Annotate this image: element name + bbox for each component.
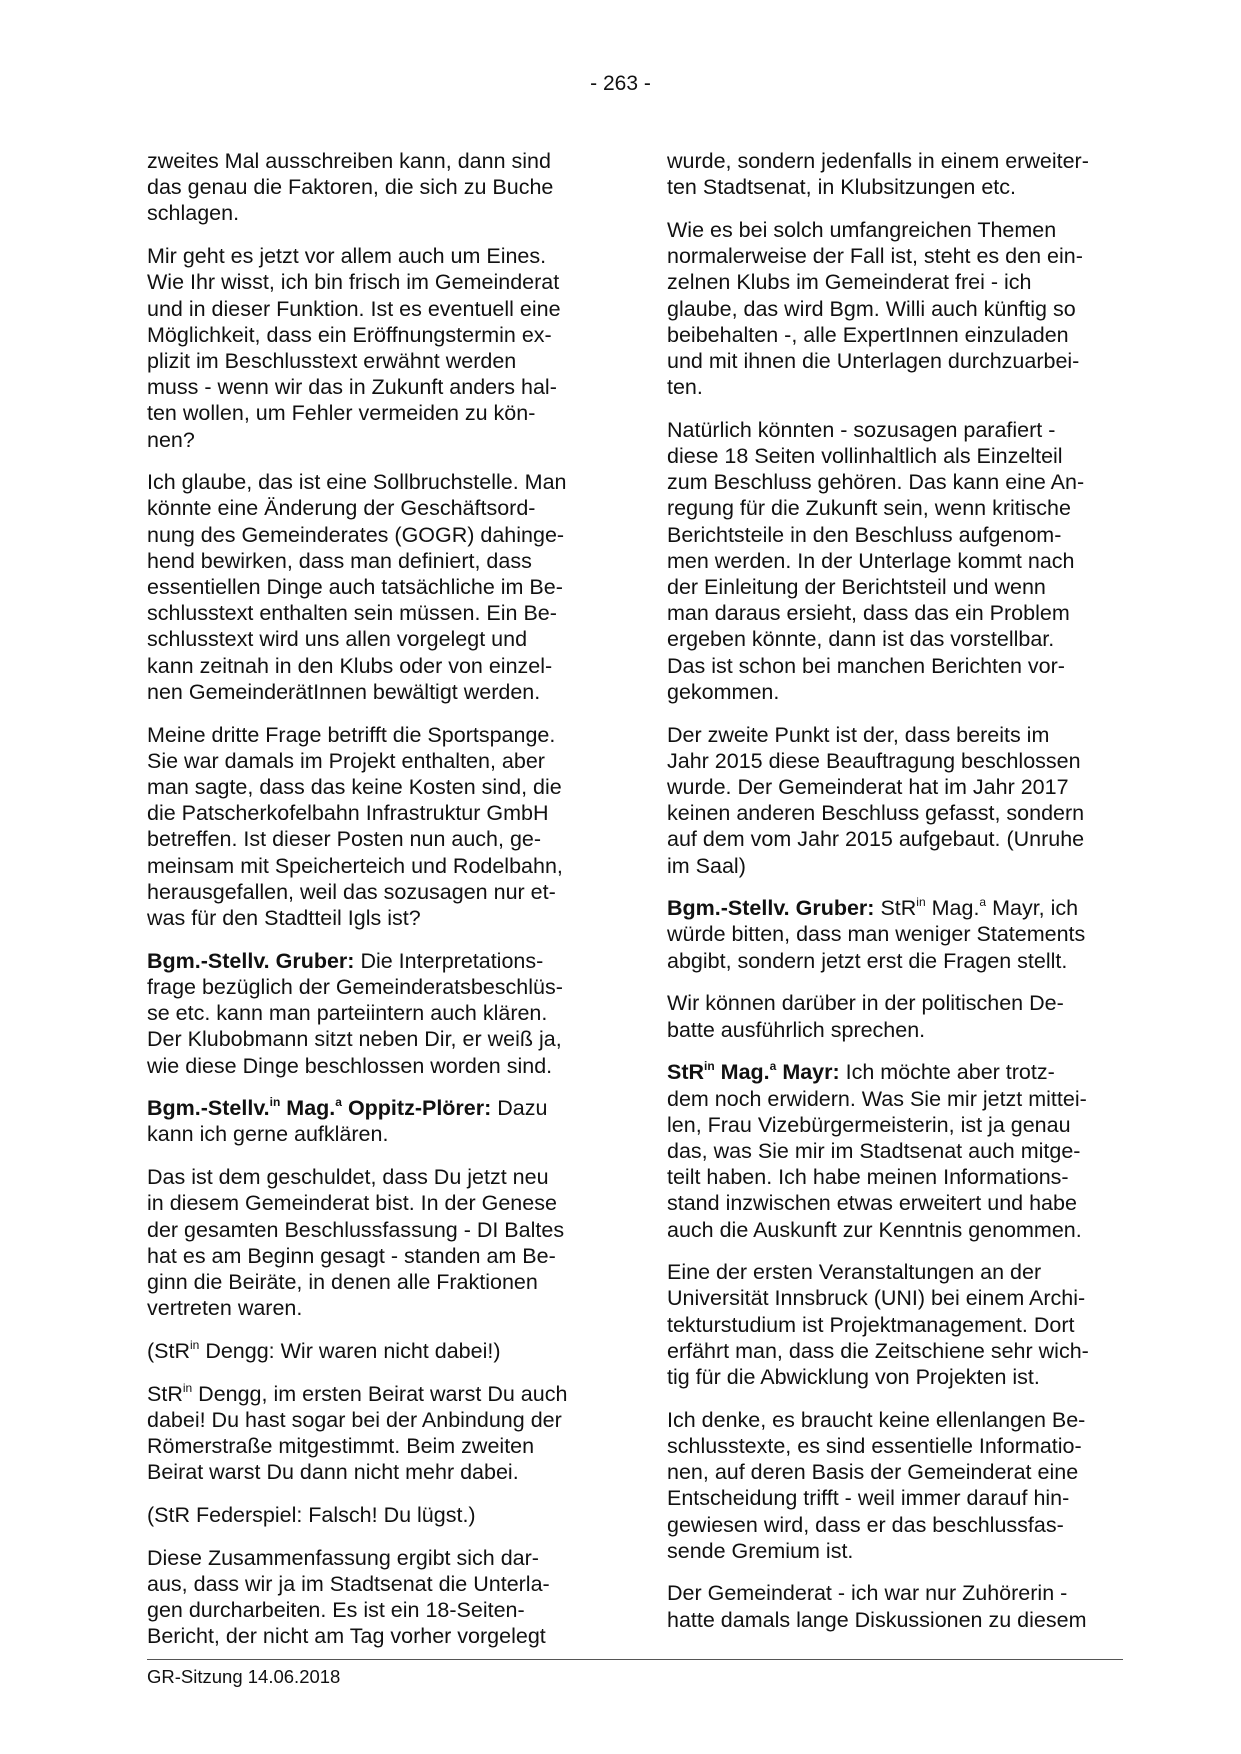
- speaker-name: Bgm.-Stellv.$^{in}$ Mag.$^a$ Oppitz-Plörer:: [147, 1095, 492, 1121]
- paragraph: Mir geht es jetzt vor allem auch um Eines. Wie Ihr wisst, ich bin frisch im Gemeinderat und in dieser Funktion. Ist es eventuell eine Möglichkeit, dass ein Eröffnungstermin ex- plizit im Beschlusstext erwähnt werden muss - wenn wir das in Zukunft anders hal- ten wollen, um Fehler vermeiden zu kön- nen?: [147, 244, 561, 452]
- paragraph: Der Gemeinderat - ich war nur Zuhörerin - hatte damals lange Diskussionen zu diesem: [667, 1581, 1087, 1632]
- paragraph: Eine der ersten Veranstaltungen an der Universität Innsbruck (UNI) bei einem Archi- tekturstudium ist Projektmanagement. Dort erfährt man, dass die Zeitschiene sehr wich- tig für die Abwicklung von Projekten ist.: [667, 1260, 1089, 1390]
- speech-text: Ich möchte aber trotz- dem noch erwidern. Was Sie mir jetzt mittei- len, Frau Vizebürgermeisterin, ist ja genau das, was Sie mir im Stadtsenat auch mitge- teilt haben. Ich habe meinen Informations- stand inzwischen etwas erweitert und habe auch die Auskunft zur Kenntnis genommen.: [667, 1060, 1087, 1242]
- paragraph: wurde, sondern jedenfalls in einem erweiter- ten Stadtsenat, in Klubsitzungen etc.: [667, 149, 1089, 200]
- interjection: (StR Federspiel: Falsch! Du lügst.): [147, 1502, 476, 1527]
- speech-paragraph: [667, 1059, 1112, 1242]
- footer-divider: [147, 1659, 1123, 1660]
- paragraph: Natürlich könnten - sozusagen parafiert - diese 18 Seiten vollinhaltlich als Einzelteil zum Beschluss gehören. Das kann eine An- regung für die Zukunft sein, wenn kritische Berichtsteile in den Beschluss aufgenom- men werden. In der Unterlage kommt nach der Einleitung der Berichtsteil und wenn man daraus ersieht, dass das ein Problem ergeben könnte, dann ist das vorstellbar. Das ist schon bei manchen Berichten vor- gekommen.: [667, 417, 1085, 704]
- paragraph: Meine dritte Frage betrifft die Sportspange. Sie war damals im Projekt enthalten, aber man sagte, dass das keine Kosten sind, die die Patscherkofelbahn Infrastruktur GmbH betreffen. Ist dieser Posten nun auch, ge- meinsam mit Speicherteich und Rodelbahn, herausgefallen, weil das sozusagen nur et- was für den Stadtteil Igls ist?: [147, 722, 563, 930]
- speaker-name: StR$^{in}$ Mag.$^a$ Mayr:: [667, 1059, 840, 1085]
- paragraph: Wir können darüber in der politischen De- batte ausführlich sprechen.: [667, 991, 1064, 1042]
- right-column: [667, 148, 1112, 1633]
- speech-text: StR$^{in}$ Mag.$^a$ Mayr, ich würde bitten, dass man weniger Statements abgibt, sondern jetzt erst die Fragen stellt.: [667, 895, 1086, 973]
- page-number: - 263 -: [590, 72, 651, 95]
- paragraph: Diese Zusammenfassung ergibt sich dar- aus, dass wir ja im Stadtsenat die Unterla- gen durcharbeiten. Es ist ein 18-Seiten- Bericht, der nicht am Tag vorher vorgelegt: [147, 1545, 550, 1649]
- speech-paragraph: [667, 895, 1112, 974]
- paragraph: Ich glaube, das ist eine Sollbruchstelle. Man könnte eine Änderung der Geschäftsord- nung des Gemeinderates (GOGR) dahinge- hend bewirken, dass man definiert, dass essentiellen Dinge auch tatsächliche im Be- schlusstext enthalten sein müssen. Ein Be- schlusstext wird uns allen vorgelegt und kann zeitnah in den Klubs oder von einzel- nen GemeinderätInnen bewältigt werden.: [147, 470, 567, 704]
- paragraph: Das ist dem geschuldet, dass Du jetzt neu in diesem Gemeinderat bist. In der Genese der gesamten Beschlussfassung - DI Baltes hat es am Beginn gesagt - standen am Be- ginn die Beiräte, in denen alle Fraktionen vertreten waren.: [147, 1165, 565, 1321]
- paragraph: Der zweite Punkt ist der, dass bereits im Jahr 2015 diese Beauftragung beschlossen wurde. Der Gemeinderat hat im Jahr 2017 keinen anderen Beschluss gefasst, sondern auf dem vom Jahr 2015 aufgebaut. (Unruhe im Saal): [667, 722, 1085, 878]
- speaker-name: Bgm.-Stellv. Gruber:: [147, 948, 355, 973]
- paragraph: Ich denke, es braucht keine ellenlangen Be- schlusstexte, es sind essentielle Informatio- nen, auf deren Basis der Gemeinderat eine Entscheidung trifft - weil immer darauf hin- gewiesen wird, dass er das beschlussfas- sende Gremium ist.: [667, 1407, 1086, 1563]
- speech-text: Die Interpretations- frage bezüglich der Gemeinderatsbeschlüs- se etc. kann man parteiintern auch klären. Der Klubobmann sitzt neben Dir, er weiß ja, wie diese Dinge beschlossen worden sind.: [147, 948, 563, 1078]
- speaker-name: Bgm.-Stellv. Gruber:: [667, 896, 875, 921]
- paragraph: StR$^{in}$ Dengg, im ersten Beirat warst Du auch dabei! Du hast sogar bei der Anbindung der Römerstraße mitgestimmt. Beim zweiten Beirat warst Du dann nicht mehr dabei.: [147, 1380, 568, 1485]
- footer-session-date: GR-Sitzung 14.06.2018: [147, 1666, 341, 1687]
- left-column: [147, 148, 592, 1649]
- speech-text: Dazu kann ich gerne aufklären.: [147, 1096, 548, 1147]
- paragraph: zweites Mal ausschreiben kann, dann sind das genau die Faktoren, die sich zu Buche schlagen.: [147, 149, 554, 226]
- speech-paragraph: [147, 1095, 592, 1147]
- interjection: (StR$^{in}$ Dengg: Wir waren nicht dabei!): [147, 1337, 501, 1363]
- paragraph: Wie es bei solch umfangreichen Themen normalerweise der Fall ist, steht es den ein- zelnen Klubs im Gemeinderat frei - ich glaube, das wird Bgm. Willi auch künftig so beibehalten -, alle ExpertInnen einzuladen und mit ihnen die Unterlagen durchzuarbei- ten.: [667, 217, 1083, 400]
- speech-paragraph: [147, 948, 592, 1079]
